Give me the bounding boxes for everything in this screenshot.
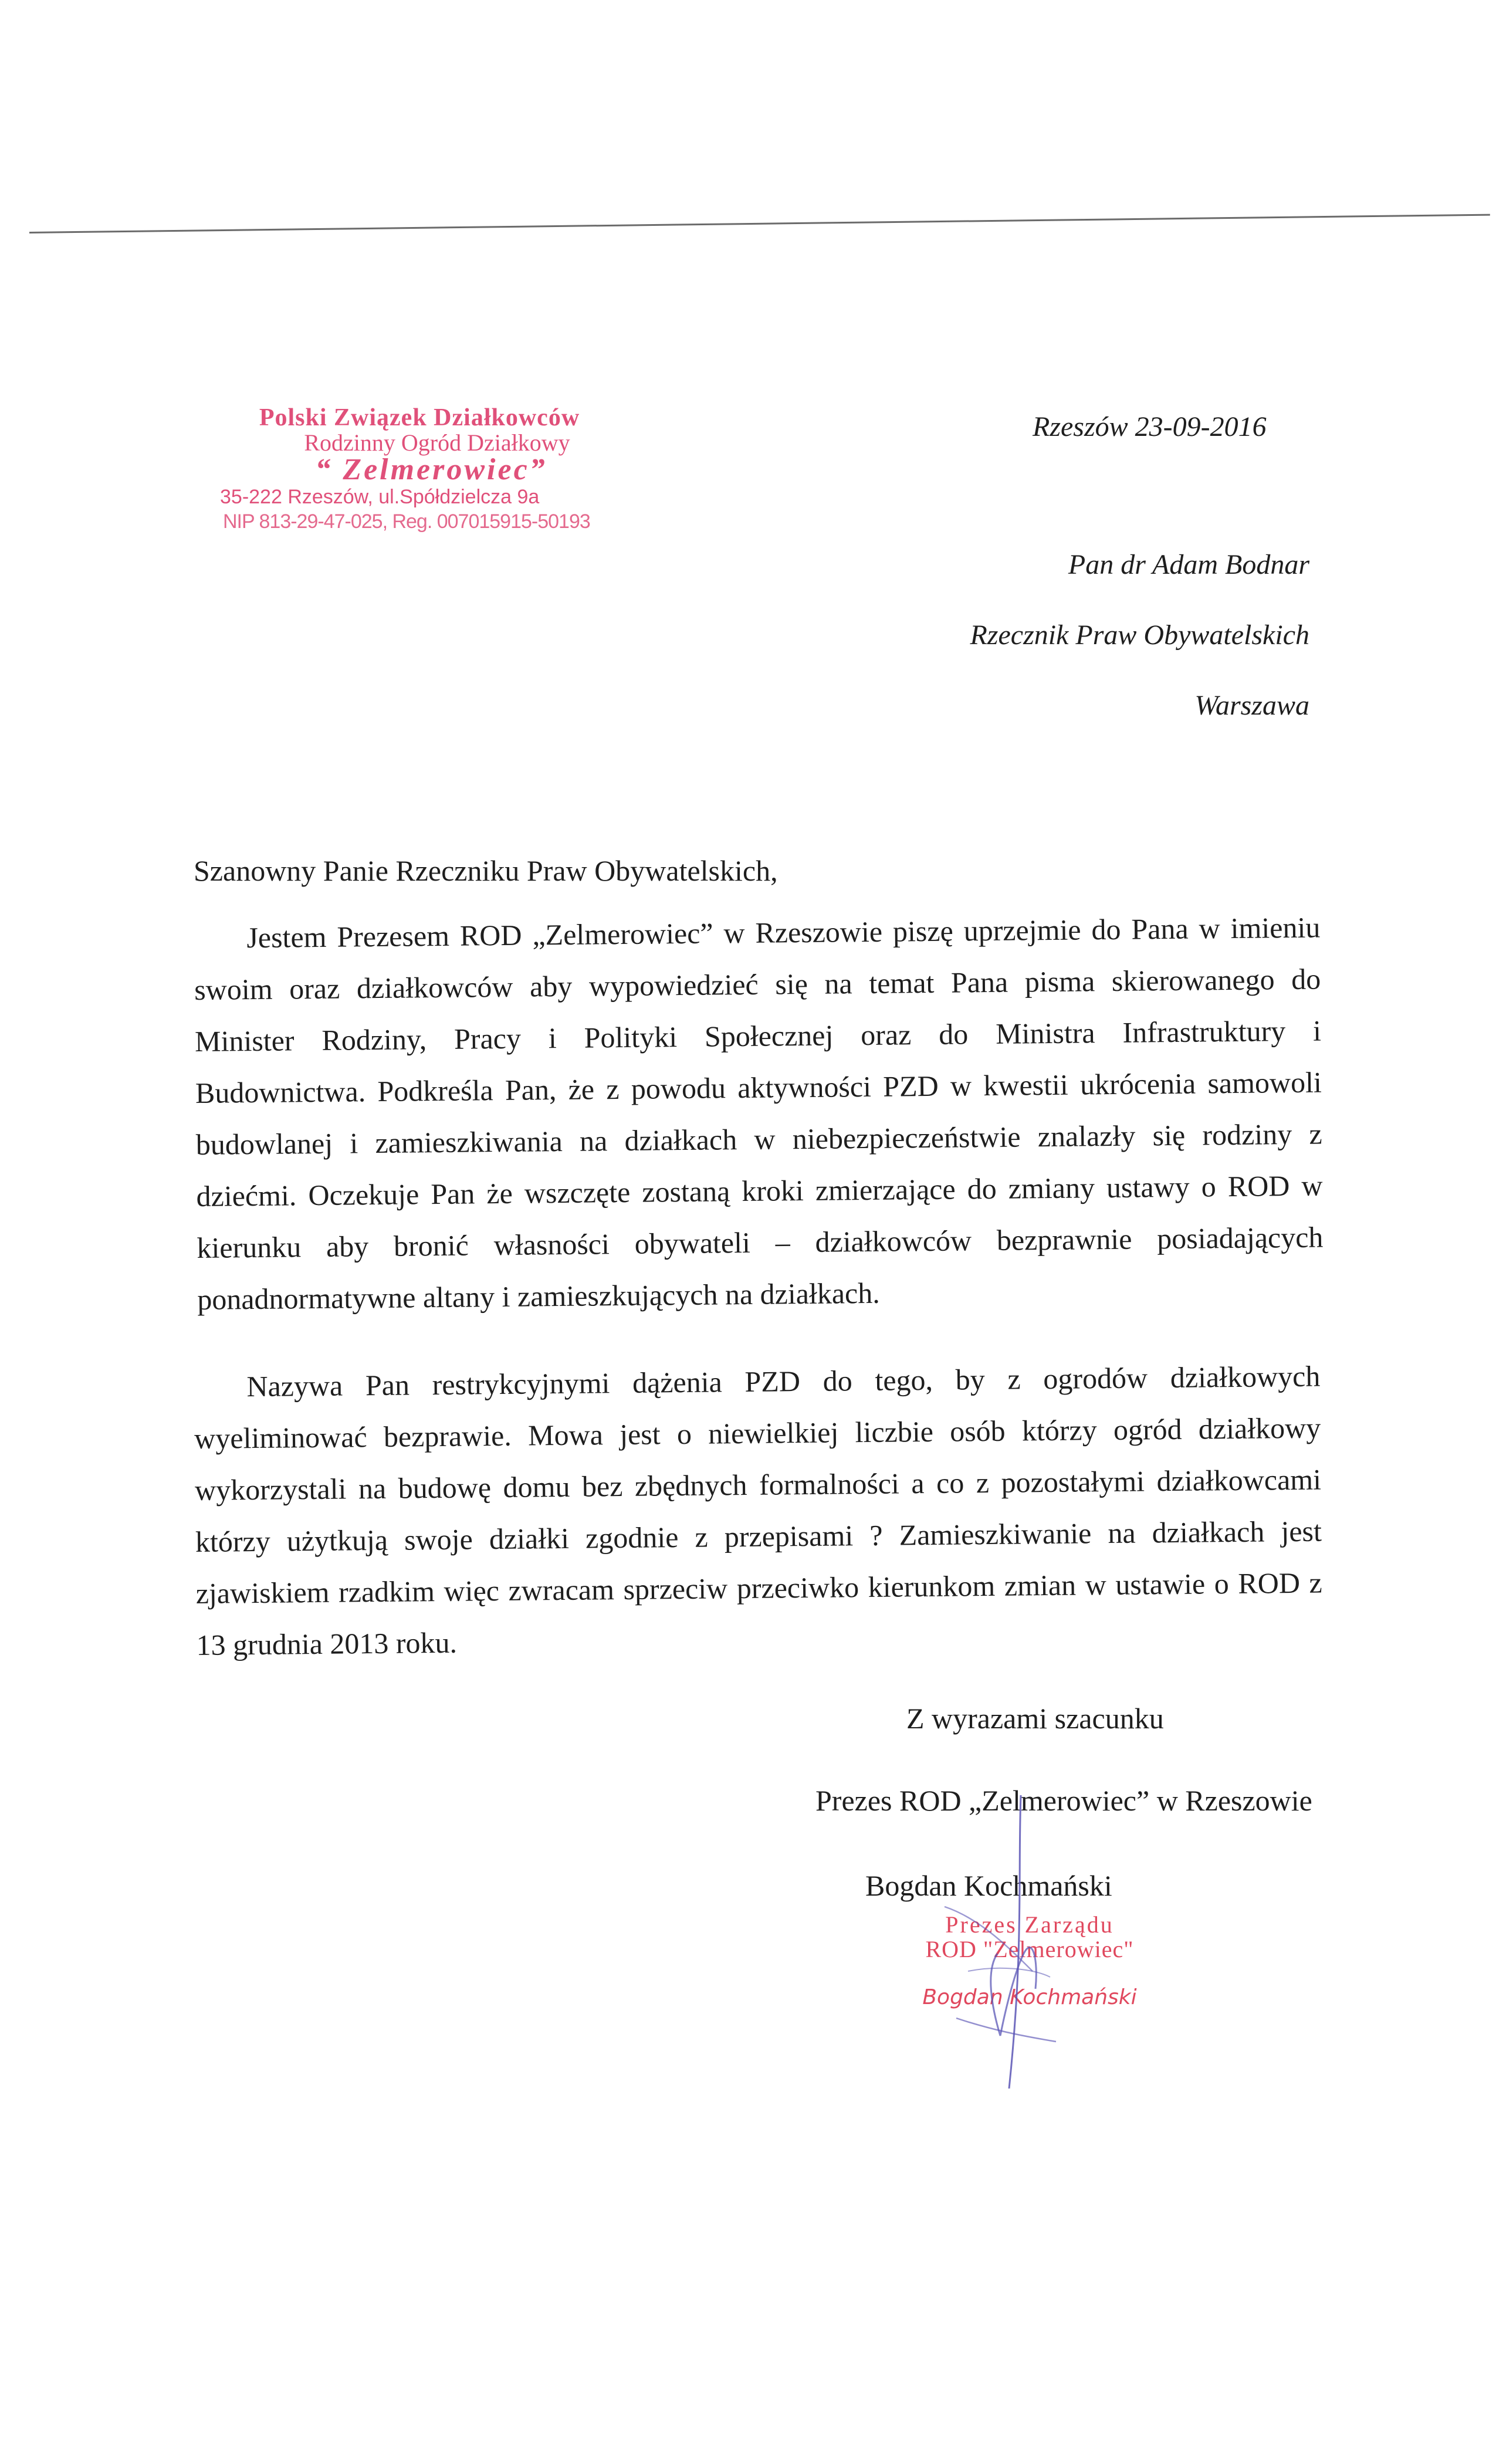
text-line: kierunku aby bronić własności obywateli – działkowców bezprawnie posiadających [197,1220,1324,1264]
stamp-union-name: Polski Związek Działkowców [259,404,580,431]
body-paragraph-1 [194,902,1324,1325]
text-line: swoim oraz działkowców aby wypowiedzieć się na temat Pana pisma skierowanego do [194,962,1321,1006]
addressee-name: Pan dr Adam Bodnar [1068,549,1309,580]
organization-stamp [220,404,622,534]
stamp-garden-type: Rodzinny Ogród Działkowy [304,429,570,456]
signature-stamp-org: ROD "Zelmerowiec" [925,1936,1134,1962]
body-paragraph-2 [194,1351,1323,1671]
stamp-registration: NIP 813-29-47-025, Reg. 007015915-50193 [223,510,590,533]
signer-role: Prezes ROD „Zelmerowiec” w Rzeszowie [815,1784,1312,1817]
text-line: ponadnormatywne altany i zamieszkujących na działkach. [197,1276,880,1316]
top-divider-line [29,214,1490,233]
text-line: którzy użytkują swoje działki zgodnie z przepisami ? Zamieszkiwanie na działkach jest [195,1514,1322,1558]
signer-name: Bogdan Kochmański [865,1869,1112,1902]
stamp-address: 35-222 Rzeszów, ul.Spółdzielcza 9a [220,486,540,508]
stamp-garden-name: “ Zelmerowiec” [315,453,547,486]
text-line: budowlanej i zamieszkiwania na działkach w niebezpieczeństwie znalazły się rodziny z [195,1117,1322,1161]
handwritten-signature-icon [898,1760,1074,2089]
signature-stamp-title: Prezes Zarządu [945,1911,1114,1938]
addressee-title: Rzecznik Praw Obywatelskich [970,620,1309,651]
text-line: Minister Rodziny, Pracy i Polityki Społecznej oraz do Ministra Infrastruktury i [194,1014,1322,1058]
salutation: Szanowny Panie Rzeczniku Praw Obywatelskich, [194,854,778,887]
addressee-city: Warszawa [1194,690,1309,721]
text-line: Jestem Prezesem ROD „Zelmerowiec” w Rzeszowie piszę uprzejmie do Pana w imieniu [246,911,1321,955]
text-line: Budownictwa. Podkreśla Pan, że z powodu aktywności PZD w kwestii ukrócenia samowoli [195,1065,1322,1109]
letter-date: Rzeszów 23-09-2016 [1033,411,1267,442]
text-line: wykorzystali na budowę domu bez zbędnych formalności a co z pozostałymi działkowcami [194,1463,1322,1507]
text-line: wyeliminować bezprawie. Mowa jest o niewielkiej liczbie osób którzy ogród działkowy [194,1411,1321,1455]
signature-stamp-name: Bogdan Kochmański [922,1985,1137,2009]
text-line: zjawiskiem rzadkim więc zwracam sprzeciw przeciwko kierunkom zmian w ustawie o ROD z [195,1566,1322,1610]
text-line: dziećmi. Oczekuje Pan że wszczęte zostaną kroki zmierzające do zmiany ustawy o ROD w [196,1169,1323,1213]
text-line: Nazywa Pan restrykcyjnymi dążenia PZD do tego, by z ogrodów działkowych [246,1359,1321,1403]
closing-phrase: Z wyrazami szacunku [906,1702,1164,1735]
text-line: 13 grudnia 2013 roku. [196,1626,458,1661]
